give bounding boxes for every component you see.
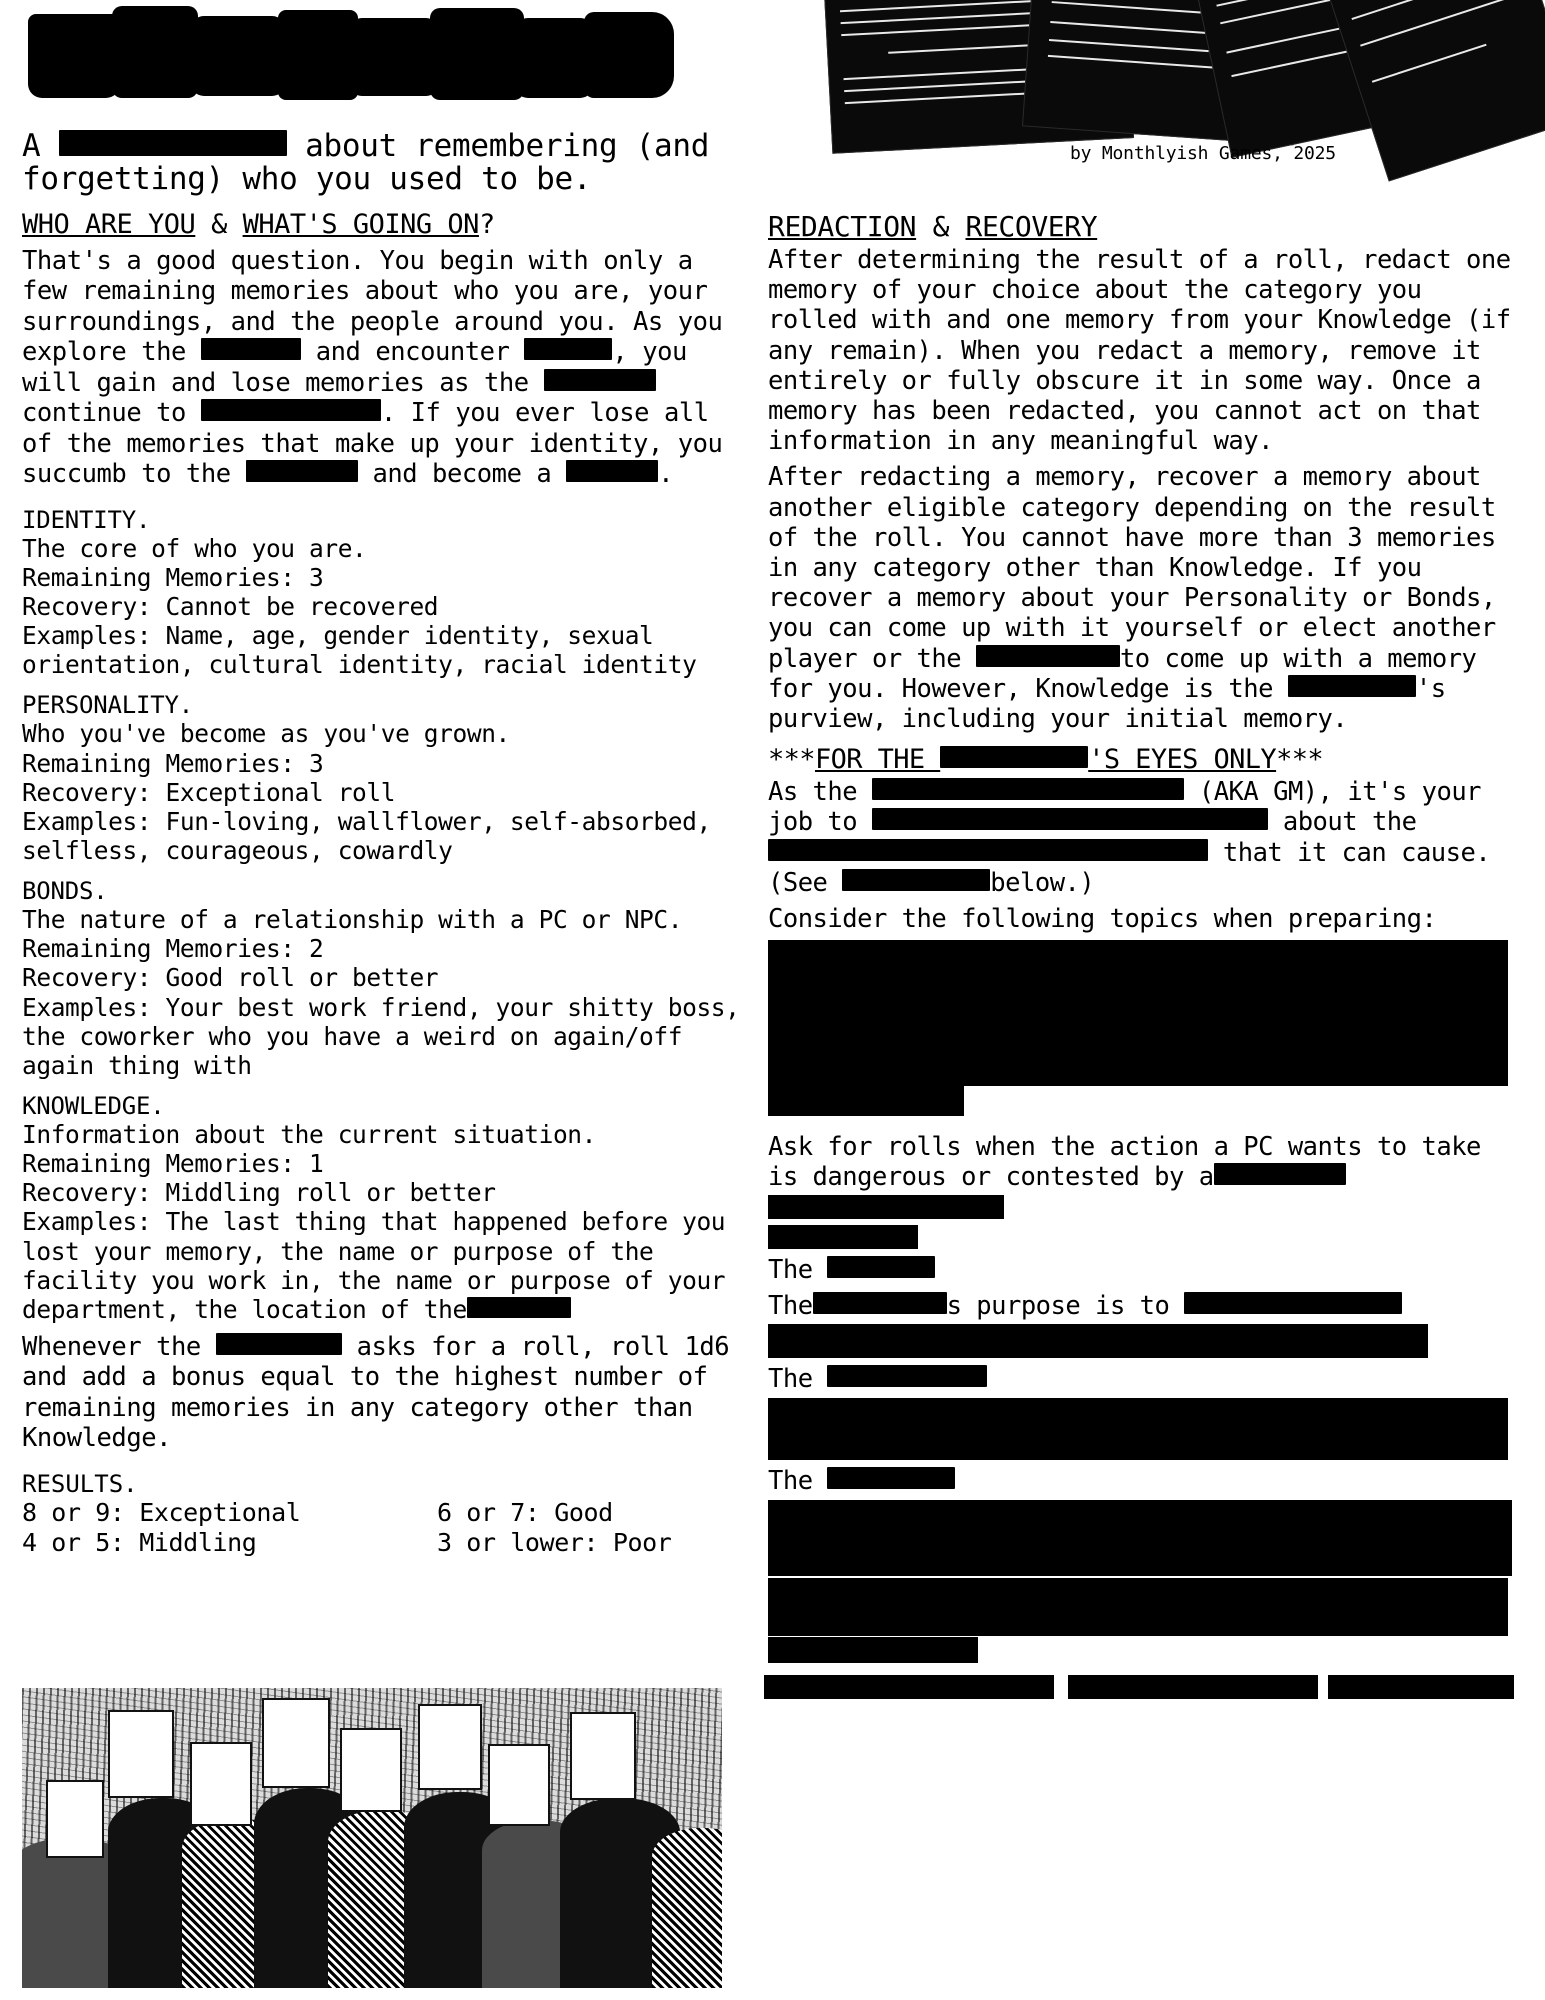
redaction-bar (768, 1324, 1428, 1358)
redaction-bar (246, 460, 358, 482)
section-heading-redaction-recovery (768, 210, 1516, 243)
crowd-illustration (22, 1688, 722, 1988)
category-body-bonds (22, 905, 742, 1080)
category-body-identity (22, 534, 742, 680)
category-memories: Remaining Memories: 1 (22, 1149, 324, 1179)
category-title-identity: IDENTITY. (22, 505, 151, 534)
category-examples: Examples: Name, age, gender identity, sexual orientation, cultural identity, racial identity (22, 621, 697, 680)
roll-text-b: asks for a roll, roll 1d6 and add a bonus equal to the highest number of remaining memories in any category other than Knowledge. (22, 1331, 730, 1454)
gm-text-b: (AKA GM), it's your job to (768, 777, 1482, 838)
redaction-bar (768, 1637, 978, 1663)
results-title: RESULTS. (22, 1469, 138, 1498)
blank-face-card (340, 1728, 402, 1812)
category-title-bonds: BONDS. (22, 877, 108, 906)
crowd-person (652, 1828, 722, 1988)
redaction-bar (768, 1578, 1508, 1636)
heading-part-a: REDACTION (768, 210, 917, 243)
blank-face-card (108, 1710, 174, 1798)
category-recovery: Recovery: Good roll or better (22, 963, 439, 993)
redaction-paragraph-1: After determining the result of a roll, redact one memory of your choice about the category you rolled with and one memory from your Knowledge (if any remain). When you redact a memory, remove it entirely or fully obscure it in some way. Once a memory has been redacted, you cannot act on that information in any meaningful way. (768, 245, 1511, 457)
redaction-bar-director (1288, 675, 1416, 697)
redaction-bar (872, 808, 1268, 830)
category-desc: The core of who you are. (22, 533, 367, 563)
gm-paragraph-2: Consider the following topics when preparing: (768, 904, 1437, 935)
redaction-bar (764, 1675, 1054, 1699)
the-line-3 (768, 1364, 1516, 1460)
redaction-bar (201, 338, 301, 360)
redaction-bar (1184, 1292, 1402, 1314)
byline: by Monthlyish Games, 2025 (1070, 143, 1336, 164)
blank-face-card (418, 1704, 482, 1790)
the-text: The (768, 1466, 813, 1497)
category-body-personality (22, 719, 742, 865)
intro-text-1: That's a good question. You begin with only a few remaining memories about who you are, your surroundings, and the people around you. As you explore the (22, 245, 723, 368)
the-text: The (768, 1290, 813, 1321)
intro-paragraph (22, 246, 742, 490)
redaction-bar (201, 399, 381, 421)
redaction-bar (827, 1467, 955, 1489)
blank-face-card (488, 1744, 550, 1826)
redaction-bar (842, 869, 990, 891)
result-row-2-col-2: 3 or lower: Poor (437, 1527, 672, 1557)
intro-text-7: . (658, 459, 674, 490)
redaction-bar-director (940, 746, 1088, 768)
redaction-bar (768, 940, 1508, 1086)
gm-text-c: about the (1282, 807, 1417, 838)
intro-text-5: . If you ever lose all of the memories that make up your identity, you succumb to the (22, 398, 723, 490)
the-line-4 (768, 1466, 1516, 1663)
redaction-bar (768, 1500, 1512, 1576)
tagline (22, 130, 742, 197)
heading-amp: & (916, 210, 966, 243)
redaction-paragraph-2 (768, 462, 1516, 734)
category-recovery: Recovery: Middling roll or better (22, 1178, 496, 1208)
category-desc: The nature of a relationship with a PC or NPC. (22, 905, 683, 935)
redaction-bar (59, 130, 287, 156)
the-line-2 (768, 1291, 1516, 1358)
category-examples: Examples: Your best work friend, your shitty boss, the coworker who you have a weird on again/off again thing with (22, 992, 740, 1080)
roll-text-a: Whenever the (22, 1331, 201, 1362)
gm-heading-post: 'S EYES ONLY (1088, 744, 1277, 776)
heading-part-b: WHAT'S GOING ON (242, 208, 479, 240)
result-row-1-col-1: 8 or 9: Exceptional (22, 1497, 301, 1527)
the-text: The (768, 1254, 813, 1285)
left-column (22, 12, 742, 1568)
category-memories: Remaining Memories: 3 (22, 562, 324, 592)
intro-text-6: and become a (372, 459, 552, 490)
gm-heading-for: FOR THE (814, 744, 941, 776)
redaction-bar (1214, 1163, 1346, 1185)
category-examples (22, 1207, 742, 1324)
redaction-bar (827, 1256, 935, 1278)
category-memories: Remaining Memories: 3 (22, 748, 324, 778)
section-heading-gm-eyes-only (768, 744, 1516, 775)
redaction-bar (566, 460, 658, 482)
redaction-bar (768, 1086, 964, 1116)
gm-heading-stars-post: *** (1276, 744, 1324, 776)
redaction-bar (827, 1365, 987, 1387)
intro-text-4: continue to (22, 398, 186, 429)
category-memories: Remaining Memories: 2 (22, 934, 324, 964)
redaction-bar-director (976, 645, 1120, 667)
blank-face-card (46, 1780, 104, 1858)
redaction-bar (872, 778, 1184, 800)
category-recovery: Recovery: Cannot be recovered (22, 591, 439, 621)
redaction-bar (768, 1225, 918, 1249)
blank-face-card (262, 1698, 330, 1788)
p2-text-a: After redacting a memory, recover a memory about another eligible category depending on the result of the roll. You cannot have more than 3 memories in any category other than Knowledge. If you recover a memory about your Personality or Bonds, you can come up with it yourself or elect another player or the (768, 462, 1496, 674)
category-title-personality: PERSONALITY. (22, 691, 193, 720)
redaction-bar (467, 1297, 571, 1318)
category-body-knowledge (22, 1120, 742, 1324)
redaction-bar (768, 1195, 1004, 1219)
blank-face-card (190, 1742, 252, 1826)
document-photo-collage (828, 0, 1545, 204)
category-desc: Who you've become as you've grown. (22, 719, 510, 749)
redaction-bar (524, 338, 612, 360)
category-recovery: Recovery: Exceptional roll (22, 777, 396, 807)
gm-text-e: below.) (990, 867, 1095, 898)
the-text-b: s purpose is to (946, 1290, 1170, 1321)
redaction-bar (768, 1398, 1508, 1460)
right-column (768, 210, 1516, 1709)
footnote-redactions (768, 1669, 1516, 1709)
intro-text-3: , you will gain and lose memories as the (22, 337, 687, 398)
redaction-bar (1068, 1675, 1318, 1699)
result-row-2-col-1: 4 or 5: Middling (22, 1527, 257, 1557)
tagline-post: about remembering (and forgetting) who you used to be. (22, 128, 710, 198)
section-heading-who-are-you (22, 209, 742, 240)
redaction-bar (813, 1292, 947, 1314)
intro-text-2: and encounter (315, 337, 510, 368)
p2-text-c: 's purview, including your initial memory. (768, 673, 1446, 735)
heading-part-a: WHO ARE YOU (22, 208, 196, 240)
heading-amp: & (195, 208, 243, 240)
gm-paragraph-1 (768, 777, 1516, 898)
tagline-pre: A (22, 128, 41, 164)
redaction-bar-director (216, 1333, 342, 1355)
results-table (22, 1498, 742, 1558)
redacted-topics-block (768, 940, 1516, 1116)
category-examples-text: Examples: The last thing that happened before you lost your memory, the name or purpose of the facility you work in, the name or purpose of your department, the location of the (22, 1207, 726, 1324)
gm-text-d: that it can cause. (See (768, 837, 1491, 898)
p2-text-b: to come up with a memory for you. However, Knowledge is the (768, 643, 1477, 704)
heading-q: ? (478, 208, 495, 240)
gm-paragraph-3 (768, 1132, 1516, 1248)
redaction-bar (544, 369, 656, 391)
the-text: The (768, 1364, 813, 1395)
redaction-bar (768, 839, 1208, 861)
result-row-1-col-2: 6 or 7: Good (437, 1497, 613, 1527)
category-examples: Examples: Fun-loving, wallflower, self-absorbed, selfless, courageous, cowardly (22, 806, 711, 865)
category-desc: Information about the current situation. (22, 1119, 597, 1149)
roll-rules-paragraph (22, 1332, 742, 1454)
gm-text-rolls: Ask for rolls when the action a PC wants to take is dangerous or contested by a (768, 1132, 1481, 1193)
heading-part-b: RECOVERY (965, 210, 1098, 243)
category-title-knowledge: KNOWLEDGE. (22, 1091, 165, 1120)
gm-heading-stars-pre: *** (768, 744, 815, 776)
gm-text-a: As the (768, 777, 858, 808)
the-line-1 (768, 1255, 1516, 1285)
blank-face-card (570, 1712, 636, 1800)
redaction-bar (1328, 1675, 1514, 1699)
